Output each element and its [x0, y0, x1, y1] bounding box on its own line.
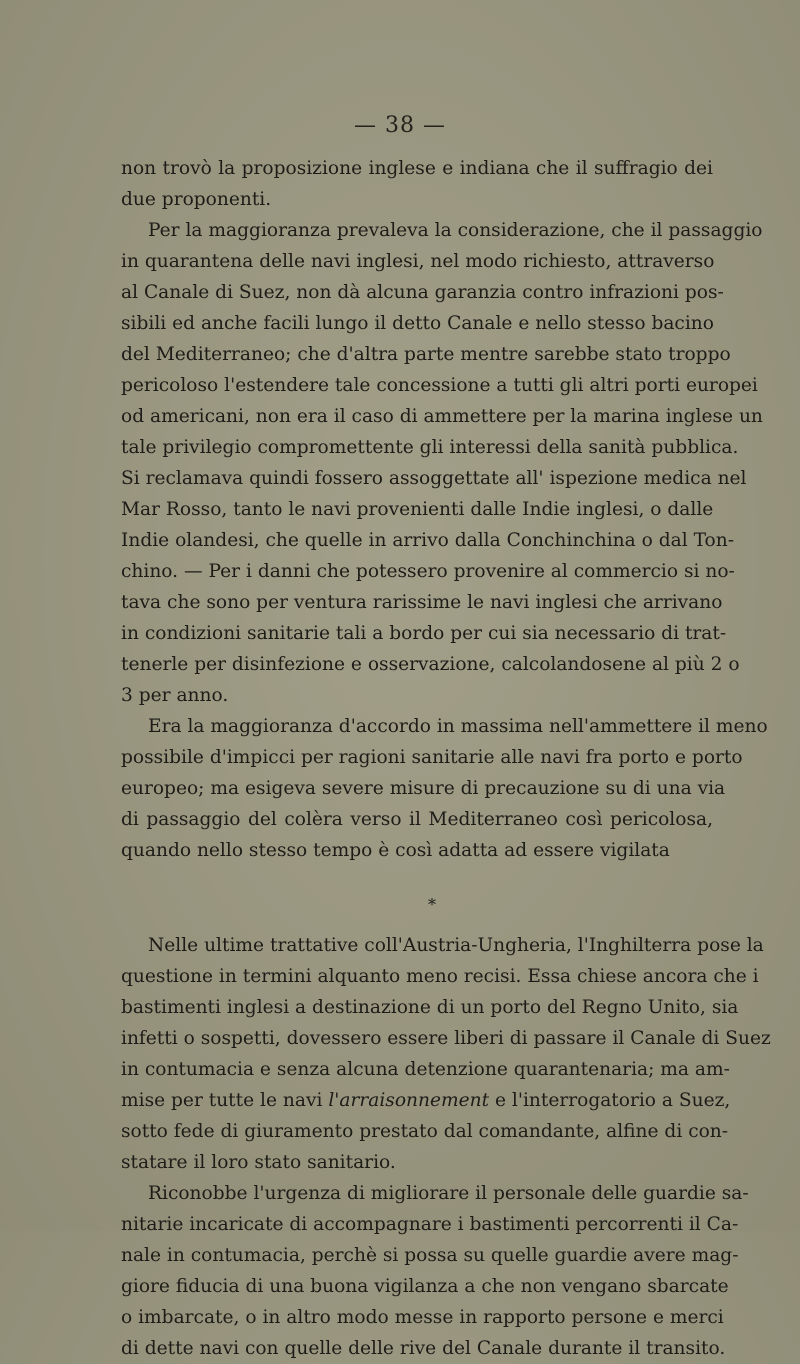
paragraph-guardie	[121, 1178, 749, 1364]
page-number: — 38 —	[354, 113, 446, 138]
text-line: europeo; ma esigeva severe misure di precauzione su di una via	[121, 778, 726, 799]
text-line: chino. — Per i danni che potessero provenire al commercio si no-	[121, 561, 735, 582]
text-line: al Canale di Suez, non dà alcuna garanzia contro infrazioni pos-	[121, 282, 724, 303]
paragraph	[121, 153, 713, 215]
text-line: due proponenti.	[121, 189, 272, 210]
paragraph	[121, 215, 763, 711]
section-separator: *	[428, 895, 436, 914]
text-line: Era la maggioranza d'accordo in massima nell'ammettere il meno	[148, 716, 768, 737]
text-line: infetti o sospetti, dovessero essere liberi di passare il Canale di Suez	[121, 1028, 771, 1049]
text-line: od americani, non era il caso di ammettere per la marina inglese un	[121, 406, 763, 427]
text-line: statare il loro stato sanitario.	[121, 1152, 396, 1173]
text-line: del Mediterraneo; che d'altra parte mentre sarebbe stato troppo	[121, 344, 731, 365]
text-line: di passaggio del colèra verso il Mediterraneo così pericolosa,	[121, 809, 713, 830]
text-line: tenerle per disinfezione e osservazione, calcolandosene al più 2 o	[121, 654, 740, 675]
text-block-1	[121, 153, 768, 866]
paragraph-austria-end	[121, 1116, 729, 1178]
text-segment: e l'interrogatorio a Suez,	[489, 1090, 731, 1111]
text-line: quando nello stesso tempo è così adatta ad essere vigilata	[121, 840, 670, 861]
text-line: Mar Rosso, tanto le navi provenienti dalle Indie inglesi, o dalle	[121, 499, 714, 520]
text-line: nale in contumacia, perchè si possa su quelle guardie avere mag-	[121, 1245, 739, 1266]
text-line	[121, 1085, 731, 1116]
text-line: o imbarcate, o in altro modo messe in rapporto persone e merci	[121, 1307, 724, 1328]
text-line: sibili ed anche facili lungo il detto Canale e nello stesso bacino	[121, 313, 714, 334]
italic-term: l'arraisonnement	[328, 1090, 490, 1111]
text-line: Nelle ultime trattative coll'Austria-Ungheria, l'Inghilterra pose la	[148, 935, 764, 956]
text-line: pericoloso l'estendere tale concessione a tutti gli altri porti europei	[121, 375, 758, 396]
text-block-2	[121, 930, 771, 1178]
text-line: sotto fede di giuramento prestato dal comandante, alfine di con-	[121, 1121, 729, 1142]
text-line: in quarantena delle navi inglesi, nel modo richiesto, attraverso	[121, 251, 715, 272]
text-line: possibile d'impicci per ragioni sanitarie alle navi fra porto e porto	[121, 747, 743, 768]
text-column	[121, 153, 771, 1364]
text-line: questione in termini alquanto meno recisi. Essa chiese ancora che i	[121, 966, 759, 987]
paragraph-austria-start	[121, 930, 771, 1085]
text-line: bastimenti inglesi a destinazione di un porto del Regno Unito, sia	[121, 997, 739, 1018]
text-line: Si reclamava quindi fossero assoggettate all' ispezione medica nel	[121, 468, 747, 489]
text-line: non trovò la proposizione inglese e indiana che il suffragio dei	[121, 158, 713, 179]
text-line: 3 per anno.	[121, 685, 229, 706]
text-line: Riconobbe l'urgenza di migliorare il personale delle guardie sa-	[148, 1183, 749, 1204]
text-segment: mise per tutte le navi	[121, 1090, 329, 1111]
text-line: tava che sono per ventura rarissime le navi inglesi che arrivano	[121, 592, 723, 613]
text-line: in contumacia e senza alcuna detenzione quarantenaria; ma am-	[121, 1059, 730, 1080]
text-line: Per la maggioranza prevaleva la considerazione, che il passaggio	[148, 220, 763, 241]
text-line: giore fiducia di una buona vigilanza a che non vengano sbarcate	[121, 1276, 729, 1297]
text-line: nitarie incaricate di accompagnare i bastimenti percorrenti il Ca-	[121, 1214, 739, 1235]
text-line: in condizioni sanitarie tali a bordo per cui sia necessario di trat-	[121, 623, 727, 644]
text-line: Indie olandesi, che quelle in arrivo dalla Conchinchina o dal Ton-	[121, 530, 734, 551]
paragraph	[121, 711, 768, 866]
text-line: di dette navi con quelle delle rive del Canale durante il transito.	[121, 1338, 726, 1359]
text-line: tale privilegio compromettente gli interessi della sanità pubblica.	[121, 437, 739, 458]
